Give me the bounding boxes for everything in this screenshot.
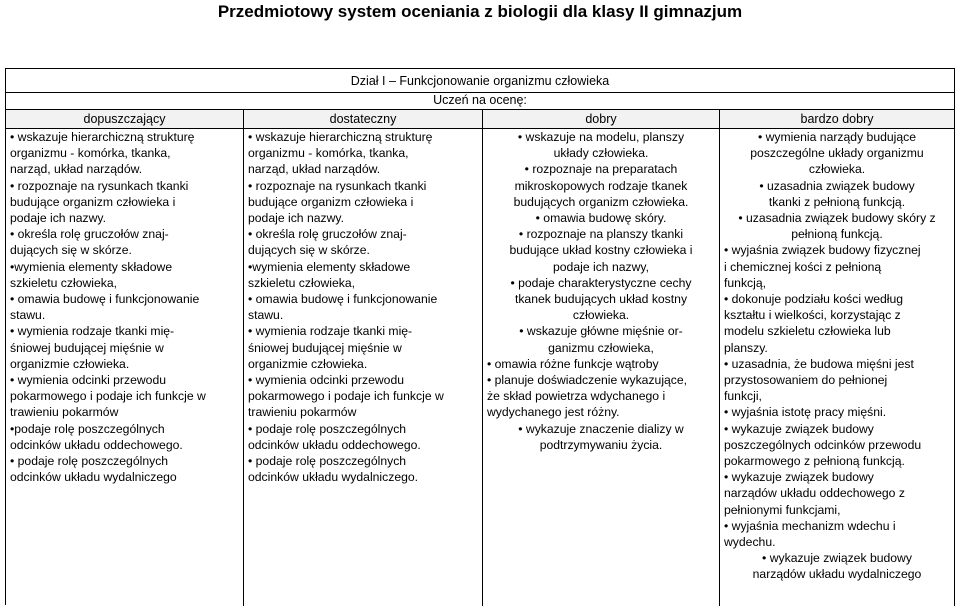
column-dopuszczajacy <box>6 129 244 606</box>
requirement-item: • podaje rolę poszczególnych odcinków układu wydalniczego. <box>248 454 419 485</box>
requirement-item: • wymienia odcinki przewodu pokarmowego i podaje ich funkcje w trawieniu pokarmów <box>10 373 206 420</box>
requirement-item: • wymienia rodzaje tkanki mię- śniowej budującej mięśnie w organizmie człowieka. <box>248 324 413 371</box>
column-dostateczny <box>244 129 483 606</box>
requirement-item: • określa rolę gruczołów znaj- dujących się w skórze. <box>10 227 169 258</box>
requirement-item: • wskazuje na modelu, planszy układy człowieka. <box>517 130 685 161</box>
level-bardzo-dobry: bardzo dobry <box>720 110 955 129</box>
requirement-item: •wymienia elementy składowe szkieletu człowieka, <box>10 259 173 290</box>
requirement-item: • podaje rolę poszczególnych odcinków układu wydalniczego <box>10 454 177 485</box>
requirement-item: • wykazuje związek budowy narządów układu wydalniczego <box>752 551 922 582</box>
requirement-item: • podaje charakterystyczne cechy tkanek budujących układ kostny człowieka. <box>510 275 692 323</box>
column-bardzo-dobry <box>720 129 955 606</box>
grading-table <box>5 68 955 605</box>
page-title: Przedmiotowy system oceniania z biologii dla klasy II gimnazjum <box>217 2 743 21</box>
requirement-item: • wykazuje znaczenie dializy w podtrzymywaniu życia. <box>518 421 684 452</box>
requirement-item: • rozpoznaje na planszy tkanki budujące układ kostny człowieka i podaje ich nazwy, <box>509 227 693 274</box>
requirement-item: • rozpoznaje na rysunkach tkanki budujące organizm człowieka i podaje ich nazwy. <box>248 178 427 226</box>
requirement-item: • omawia budowę i funkcjonowanie stawu. <box>248 292 438 323</box>
level-dopuszczajacy: dopuszczający <box>6 110 244 129</box>
requirement-item: •wymienia elementy składowe szkieletu człowieka, <box>248 259 411 290</box>
requirement-item: • wyjaśnia mechanizm wdechu i wydechu. <box>724 518 896 550</box>
requirements-row <box>6 129 955 606</box>
requirement-item: • omawia budowę skóry. <box>535 211 667 226</box>
requirement-item: • rozpoznaje na preparatach mikroskopowych rodzaje tkanek budujących organizm człowieka. <box>513 162 689 209</box>
requirement-item: • uzasadnia, że budowa mięśni jest przystosowaniem do pełnionej funkcji, <box>724 356 914 404</box>
requirement-item: • wyjaśnia istotę pracy mięśni. <box>724 405 887 420</box>
requirement-item: • wykazuje związek budowy narządów układu oddechowego z pełnionymi funkcjami, <box>724 470 905 517</box>
requirement-item: • wymienia odcinki przewodu pokarmowego i podaje ich funkcje w trawieniu pokarmów <box>248 373 444 420</box>
column-dobry <box>483 129 720 606</box>
level-dobry: dobry <box>483 110 720 129</box>
requirement-item: • omawia budowę i funkcjonowanie stawu. <box>10 292 200 323</box>
requirement-item: • wyjaśnia związek budowy fizycznej i chemicznej kości z pełnioną funkcją, <box>724 243 921 290</box>
requirement-item: •podaje rolę poszczególnych odcinków układu oddechowego. <box>10 421 183 452</box>
grade-levels-row <box>6 110 955 129</box>
requirement-item: • uzasadnia związek budowy tkanki z pełnioną funkcją. <box>759 178 915 209</box>
sub-heading: Uczeń na ocenę: <box>6 93 955 110</box>
requirement-item: • wskazuje główne mięśnie or- ganizmu człowieka, <box>519 324 683 355</box>
requirement-item: • planuje doświadczenie wykazujące, że skład powietrza wdychanego i wydychanego jest różny. <box>487 373 688 420</box>
requirement-item: • wymienia narządy budujące poszczególne układy organizmu człowieka. <box>750 130 924 177</box>
level-dostateczny: dostateczny <box>244 110 483 129</box>
requirement-item: • wymienia rodzaje tkanki mię- śniowej budującej mięśnie w organizmie człowieka. <box>10 324 175 371</box>
requirement-item: • uzasadnia związek budowy skóry z pełnioną funkcją. <box>738 211 936 242</box>
requirement-item: • wskazuje hierarchiczną strukturę organizmu - komórka, tkanka, narząd, układ narządów. <box>10 130 195 177</box>
requirement-item: • wykazuje związek budowy poszczególnych odcinków przewodu pokarmowego z pełnioną funkcją. <box>724 421 922 469</box>
requirement-item: • rozpoznaje na rysunkach tkanki budujące organizm człowieka i podaje ich nazwy. <box>10 178 189 226</box>
requirement-item: • dokonuje podziału kości według kształtu i wielkości, korzystając z modelu szkieletu człowieka lub planszy. <box>724 292 904 355</box>
requirement-item: • określa rolę gruczołów znaj- dujących się w skórze. <box>248 227 407 258</box>
requirement-item: • omawia różne funkcje wątroby <box>487 356 659 371</box>
requirement-item: • wskazuje hierarchiczną strukturę organizmu - komórka, tkanka, narząd, układ narządów. <box>248 130 433 177</box>
section-heading: Dział I – Funkcjonowanie organizmu człowieka <box>6 69 955 93</box>
requirement-item: • podaje rolę poszczególnych odcinków układu oddechowego. <box>248 421 421 452</box>
